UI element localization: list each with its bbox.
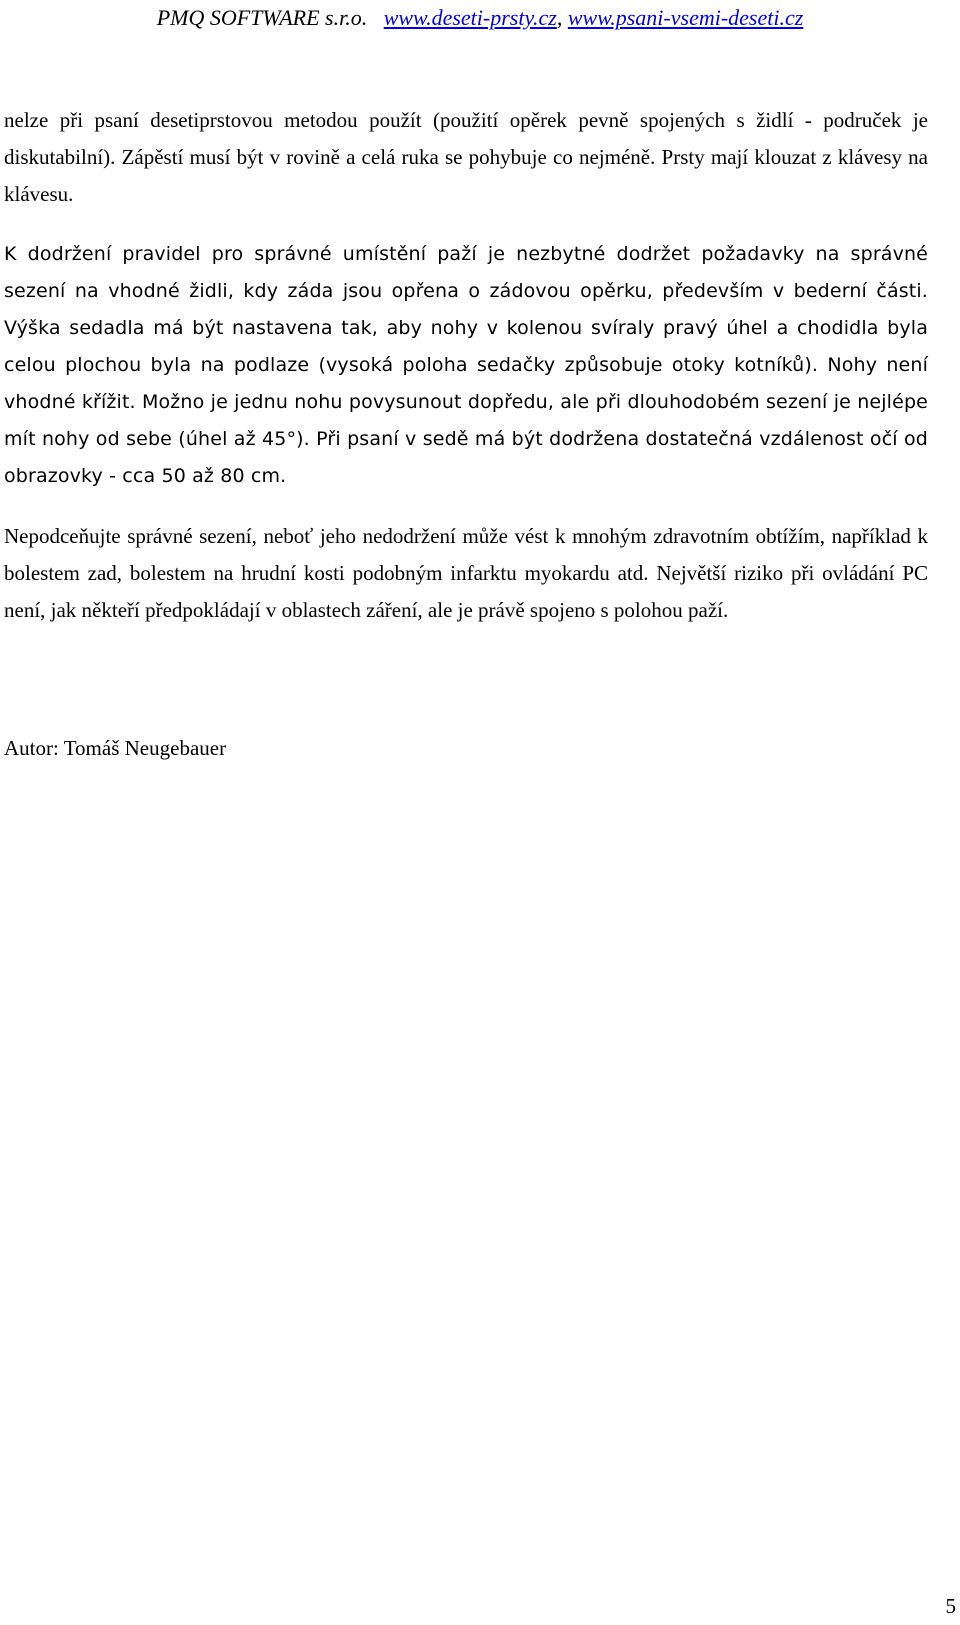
page-number: 5: [945, 1594, 956, 1618]
header-separator: ,: [556, 5, 563, 30]
website-link-deseti-prsty[interactable]: www.deseti-prsty.cz: [383, 5, 557, 30]
company-name: PMQ SOFTWARE s.r.o.: [156, 5, 368, 30]
author-line: Autor: Tomáš Neugebauer: [4, 736, 227, 760]
website-link-psani-vsemi-deseti[interactable]: www.psani-vsemi-deseti.cz: [567, 5, 804, 30]
page-header: [0, 4, 960, 32]
paragraph-sitting-posture: K dodržení pravidel pro správné umístění paží je nezbytné dodržet požadavky na správné sezení na vhodné židli, kdy záda jsou opřena o zádovou opěrku, především v bederní části. Výška sedadla má být nastavena tak, aby nohy v kolenou svíraly pravý úhel a chodidla byla celou plochou byla na podlaze (vysoká poloha sedačky způsobuje otoky kotníků). Nohy není vhodné křížit. Možno je jednu nohu povysunout dopředu, ale při dlouhodobém sezení je nejlépe mít nohy od sebe (úhel až 45°). Při psaní v sedě má být dodržena dostatečná vzdálenost očí od obrazovky - cca 50 až 80 cm.: [4, 243, 928, 487]
document-body: [4, 102, 928, 652]
paragraph-health-risks: Nepodceňujte správné sezení, neboť jeho nedodržení může vést k mnohým zdravotním obtížím, například k bolestem zad, bolestem na hrudní kosti podobným infarktu myokardu atd. Největší riziko při ovládání PC není, jak někteří předpokládají v oblastech záření, ale je právě spojeno s polohou paží.: [4, 524, 928, 622]
paragraph-wrist-position: nelze při psaní desetiprstovou metodou použít (použití opěrek pevně spojených s židlí - područek je diskutabilní). Zápěstí musí být v rovině a celá ruka se pohybuje co nejméně. Prsty mají klouzat z klávesy na klávesu.: [4, 108, 928, 206]
